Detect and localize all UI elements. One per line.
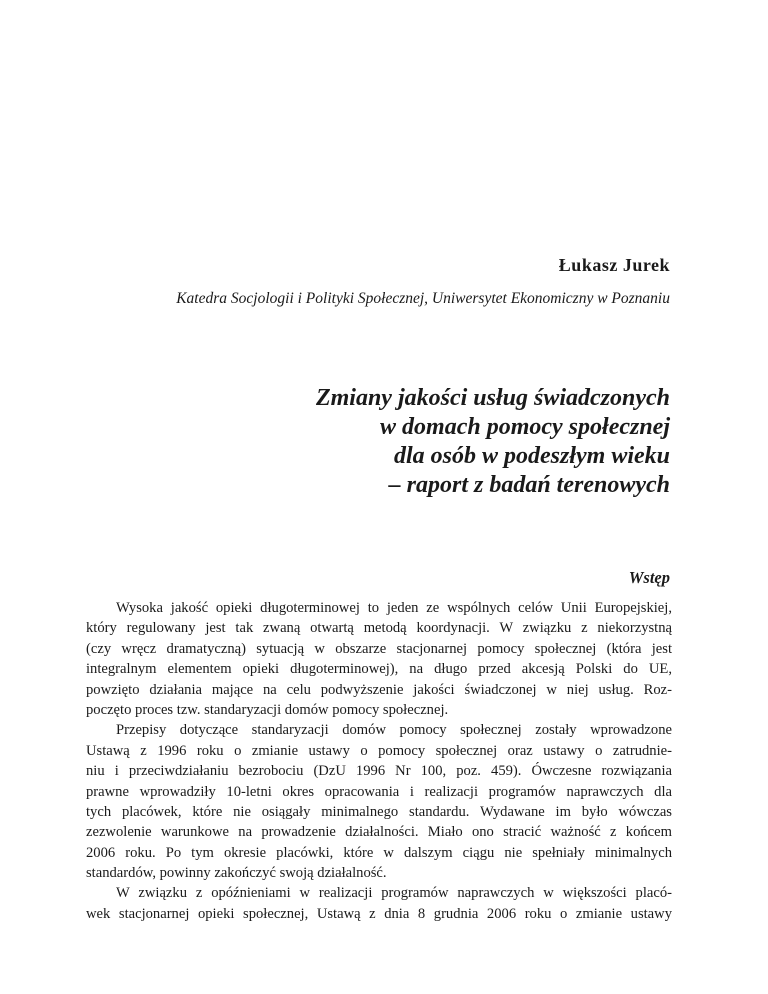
text-line: Przepisy dotyczące standaryzacji domów pomocy społecznej zostały wprowadzone — [116, 722, 672, 739]
title-line: Zmiany jakości usług świadczonych — [315, 385, 670, 411]
text-line: poczęto proces tzw. standaryzacji domów pomocy społecznej. — [86, 701, 449, 718]
text-line: niu i przeciwdziałaniu bezrobociu (DzU 1996 Nr 100, poz. 459). Ówczesne rozwiązania — [86, 763, 672, 780]
text-line: który regulowany jest tak zwaną otwartą metodą koordynacji. W związku z niekorzystną — [86, 620, 672, 637]
title-line: – raport z badań terenowych — [388, 472, 670, 498]
text-line: 2006 roku. Po tym okresie placówki, które w dalszym ciągu nie spełniały minimalnych — [86, 844, 672, 861]
paragraph — [86, 720, 672, 883]
text-line: zezwolenie warunkowe na prowadzenie działalności. Miało ono stracić ważność z końcem — [86, 824, 672, 841]
paragraph — [86, 883, 672, 924]
text-line: Ustawą z 1996 roku o zmianie ustawy o pomocy społecznej oraz ustawy o zatrudnie- — [86, 742, 672, 759]
text-line: prawne wprowadziły 10-letni okres opracowania i realizacji programów naprawczych dla — [86, 783, 672, 800]
text-line: standardów, powinny zakończyć swoją działalność. — [86, 865, 387, 882]
text-line: integralnym elementem opieki długoterminowej), na długo przed akcesją Polski do UE, — [86, 661, 672, 678]
title-line: w domach pomocy społecznej — [380, 414, 670, 440]
text-line: W związku z opóźnieniami w realizacji programów naprawczych w większości placó- — [116, 885, 672, 902]
author-name: Łukasz Jurek — [558, 255, 670, 275]
text-line: Wysoka jakość opieki długoterminowej to jeden ze wspólnych celów Unii Europejskiej, — [116, 600, 672, 616]
title-line: dla osób w podeszłym wieku — [393, 443, 670, 469]
text-line: (czy wręcz dramatyczną) sytuacją w obszarze stacjonarnej pomocy społecznej (która jest — [86, 640, 672, 657]
text-line: powzięto działania mające na celu podwyższenie jakości świadczonej w niej usług. Roz- — [86, 681, 672, 698]
text-line: tych placówek, które nie osiągały minimalnego standardu. Wydawane im było wówczas — [86, 803, 672, 820]
author-affiliation: Katedra Socjologii i Polityki Społecznej, Uniwersytet Ekonomiczny w Poznaniu — [176, 290, 670, 307]
body-text — [86, 598, 672, 924]
article-title — [250, 384, 670, 500]
section-heading: Wstęp — [628, 568, 670, 587]
paragraph — [86, 598, 672, 720]
text-line: wek stacjonarnej opieki społecznej, Ustawą z dnia 8 grudnia 2006 roku o zmianie ustawy — [86, 905, 672, 922]
